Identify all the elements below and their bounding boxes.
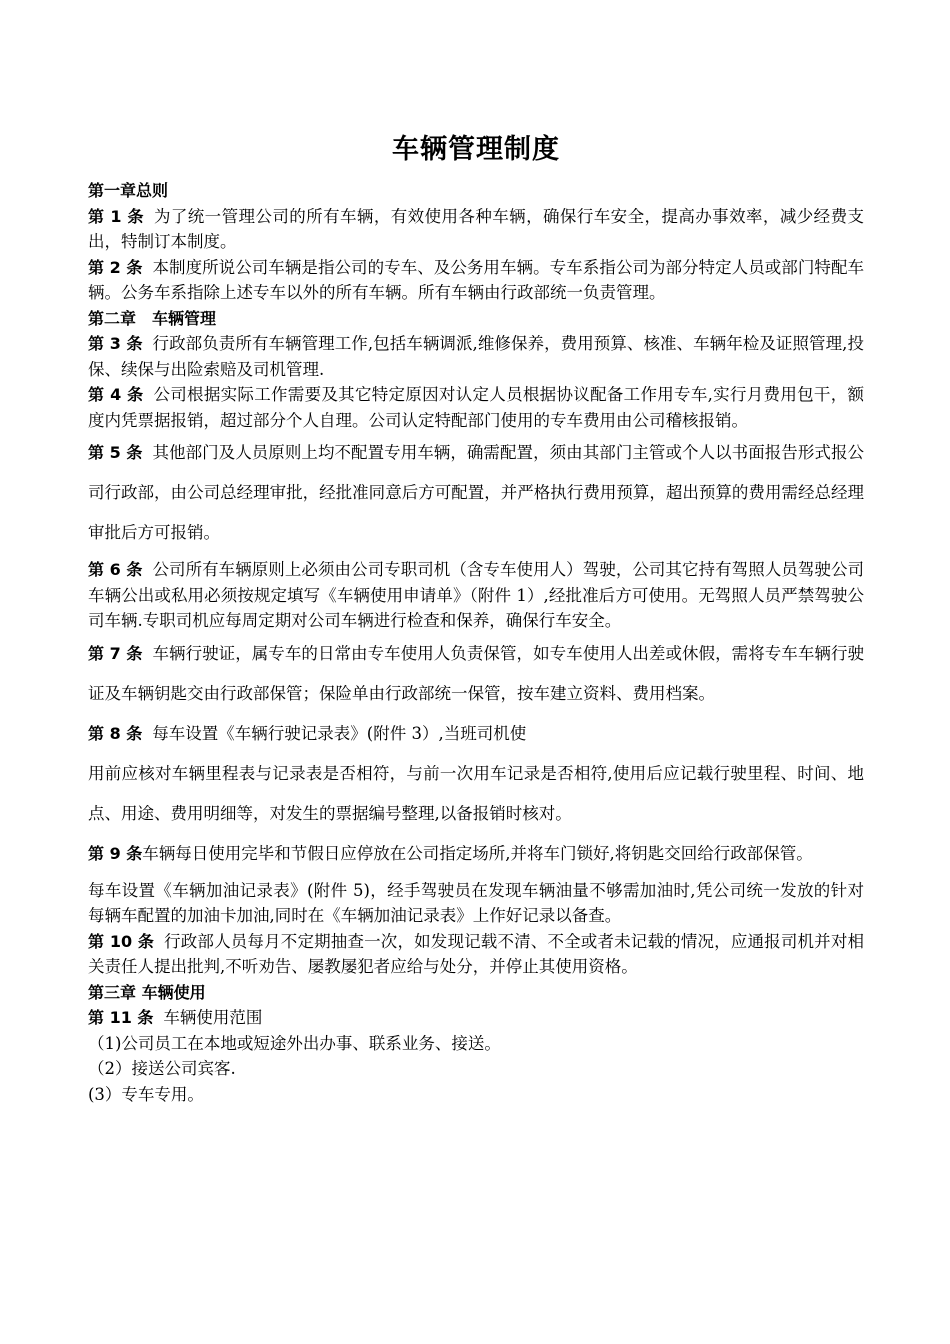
article-9 (88, 834, 864, 874)
article-7-text: 车辆行驶证，属专车的日常由专车使用人负责保管，如专车使用人出差或休假，需将专车车辆行驶证及车辆钥匙交由行政部保管；保险单由行政部统一保管，按车建立资料、费用档案。 (88, 643, 864, 703)
article-2-label: 第 2 条 (88, 257, 143, 277)
article-11 (88, 1005, 864, 1031)
article-6 (88, 557, 864, 634)
article-9-text: 车辆每日使用完毕和节假日应停放在公司指定场所,并将车门锁好,将钥匙交回给行政部保管。 (142, 843, 813, 863)
article-1-text: 为了统一管理公司的所有车辆，有效使用各种车辆，确保行车安全，提高办事效率，减少经费支出，特制订本制度。 (88, 206, 864, 251)
chapter-1-heading: 第一章总则 (88, 181, 169, 200)
article-1 (88, 204, 864, 255)
list-item: （2）接送公司宾客. (88, 1059, 236, 1078)
list-item: (3）专车专用。 (88, 1084, 204, 1104)
document-page (88, 130, 864, 1107)
article-10 (88, 929, 864, 980)
article-6-text: 公司所有车辆原则上必须由公司专职司机（含专车使用人）驾驶，公司其它持有驾照人员驾驶公司车辆公出或私用必须按规定填写《车辆使用申请单》（附件 1）,经批准后方可使用。无驾照人员严禁驾驶公司车辆.专职司机应每周定期对公司车辆进行检查和保养，确保行车安全。 (88, 560, 864, 630)
article-9-label: 第 9 条 (88, 843, 143, 863)
article-4 (88, 382, 864, 433)
article-4-label: 第 4 条 (88, 385, 144, 404)
article-11-label: 第 11 条 (88, 1008, 154, 1027)
article-10-label: 第 10 条 (88, 931, 155, 951)
article-8 (88, 714, 864, 754)
article-5-text: 其他部门及人员原则上均不配置专用车辆，确需配置，须由其部门主管或个人以书面报告形式报公司行政部，由公司总经理审批，经批准同意后方可配置，并严格执行费用预算，超出预算的费用需经总经理审批后方可报销。 (88, 443, 864, 542)
article-8-text-a: 每车设置《车辆行驶记录表》(附件 3）,当班司机使 (152, 723, 527, 743)
chapter-2-heading: 第二章 车辆管理 (88, 308, 217, 328)
article-1-label: 第 1 条 (88, 206, 144, 226)
article-6-label: 第 6 条 (88, 560, 143, 579)
document-title: 车辆管理制度 (392, 134, 560, 165)
article-2 (88, 255, 864, 306)
article-7-label: 第 7 条 (88, 643, 143, 663)
article-9-continued: 每车设置《车辆加油记录表》(附件 5)，经手驾驶员在发现车辆油量不够需加油时,凭公司统一发放的针对每辆车配置的加油卡加油,同时在《车辆加油记录表》上作好记录以备查。 (88, 880, 864, 925)
article-10-text: 行政部人员每月不定期抽查一次，如发现记载不清、不全或者未记载的情况，应通报司机并对相关责任人提出批判,不听劝告、屡教屡犯者应给与处分，并停止其使用资格。 (88, 931, 864, 976)
article-7 (88, 634, 864, 714)
article-8-label: 第 8 条 (88, 723, 143, 743)
chapter-3-heading: 第三章 车辆使用 (88, 982, 206, 1002)
list-item: （1)公司员工在本地或短途外出办事、联系业务、接送。 (88, 1033, 501, 1053)
article-5-label: 第 5 条 (88, 443, 143, 462)
article-4-text: 公司根据实际工作需要及其它特定原因对认定人员根据协议配备工作用专车,实行月费用包干，额度内凭票据报销，超过部分个人自理。公司认定特配部门使用的专车费用由公司稽核报销。 (88, 385, 864, 430)
article-5 (88, 433, 864, 553)
article-8-continued: 用前应核对车辆里程表与记录表是否相符，与前一次用车记录是否相符,使用后应记载行驶里程、时间、地点、用途、费用明细等，对发生的票据编号整理,以备报销时核对。 (88, 763, 864, 823)
article-2-text: 本制度所说公司车辆是指公司的专车、及公务用车辆。专车系指公司为部分特定人员或部门特配车辆。公务车系指除上述专车以外的所有车辆。所有车辆由行政部统一负责管理。 (88, 257, 864, 302)
article-3 (88, 331, 864, 382)
article-3-label: 第 3 条 (88, 334, 143, 353)
article-3-text: 行政部负责所有车辆管理工作,包括车辆调派,维修保养，费用预算、核准、车辆年检及证照管理,投保、续保与出险索赔及司机管理. (88, 334, 864, 379)
article-11-text: 车辆使用范围 (163, 1008, 263, 1027)
